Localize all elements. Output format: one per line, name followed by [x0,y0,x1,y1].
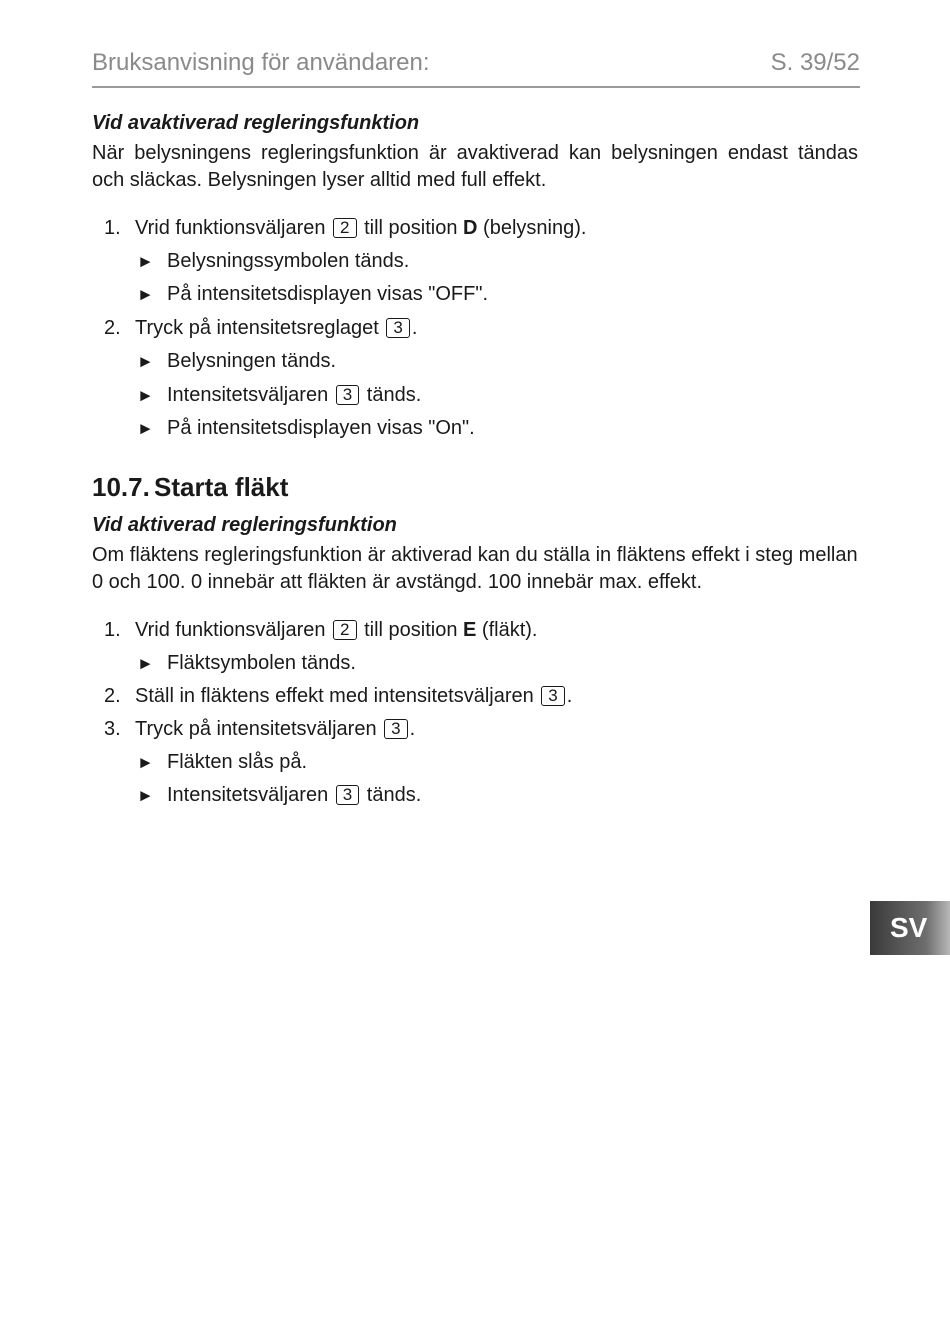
result-item [92,779,858,813]
result-item [92,379,858,413]
arrow-right-icon: ► [137,351,154,371]
step-text: . [566,685,573,708]
reference-number-box: 2 [333,620,356,640]
step-number: 2. [104,317,121,340]
result-item [92,746,858,780]
step-text: Vrid funktionsväljaren [135,217,326,239]
reference-number-box: 3 [386,318,409,338]
result-item [92,345,858,379]
page-number: S. 39/52 [770,49,860,76]
list-item [92,614,858,647]
step-text: till position [364,217,458,239]
arrow-right-icon: ► [137,653,154,673]
paragraph-activated: Om fläktens regleringsfunktion är aktiverad kan du ställa in fläktens effekt i steg mellan 0 och 100. 0 innebär att fläkten är avstängd. 100 innebär max. effekt. [92,543,858,593]
step-text: . [409,718,416,741]
result-text: Intensitetsväljaren [167,784,329,807]
section-number: 10.7. [92,471,150,502]
arrow-right-icon: ► [137,251,154,271]
result-text: Belysningssymbolen tänds. [167,249,410,272]
reference-number-box: 2 [333,218,356,238]
result-text: Fläkten slås på. [167,750,308,773]
paragraph-deactivated: När belysningens regleringsfunktion är avaktiverad kan belysningen endast tändas och släckas. Belysningen lyser alltid med full effekt. [92,142,858,191]
language-tab [870,901,950,955]
step-number: 2. [104,685,121,708]
arrow-right-icon: ► [137,285,154,305]
result-text: Intensitetsväljaren [167,383,329,406]
result-text: På intensitetsdisplayen visas "On". [167,417,475,440]
step-text: (belysning). [483,217,587,239]
list-item [92,312,858,345]
result-item [92,245,858,279]
position-label: D [463,217,478,239]
result-item [92,412,858,446]
reference-number-box: 3 [336,385,359,405]
subheading-deactivated: Vid avaktiverad regleringsfunktion [92,112,420,134]
step-number: 3. [104,718,121,741]
reference-number-box: 3 [336,785,359,805]
result-text: Belysningen tänds. [167,349,337,372]
list-item [92,212,858,245]
page-content [92,110,858,813]
step-number: 1. [104,217,121,239]
arrow-right-icon: ► [137,419,154,439]
section-heading [92,472,858,502]
step-text: (fläkt). [481,618,538,641]
reference-number-box: 3 [541,686,564,706]
result-item [92,278,858,312]
step-text: Ställ in fläktens effekt med intensitetsväljaren [135,685,534,708]
steps-list-fan [92,614,858,813]
arrow-right-icon: ► [137,752,154,772]
page-header [92,48,860,88]
document-title: Bruksanvisning för användaren: [92,49,430,76]
result-text: tänds. [366,383,422,406]
arrow-right-icon: ► [137,786,154,806]
step-text: till position [364,618,458,641]
subheading-activated: Vid aktiverad regleringsfunktion [92,513,397,536]
step-text: . [411,317,418,340]
reference-number-box: 3 [384,719,407,739]
steps-list-lighting [92,212,858,446]
step-number: 1. [104,618,121,641]
result-item [92,647,858,681]
step-text: Tryck på intensitetsväljaren [135,718,377,741]
language-label: SV [890,912,928,943]
result-text: Fläktsymbolen tänds. [167,651,356,674]
step-text: Tryck på intensitetsreglaget [135,317,379,340]
position-label: E [463,618,477,641]
result-text: På intensitetsdisplayen visas "OFF". [167,283,488,306]
list-item [92,680,858,713]
result-text: tänds. [366,784,422,807]
list-item [92,713,858,746]
step-text: Vrid funktionsväljaren [135,618,326,641]
section-title: Starta fläkt [154,471,289,502]
arrow-right-icon: ► [137,385,154,405]
